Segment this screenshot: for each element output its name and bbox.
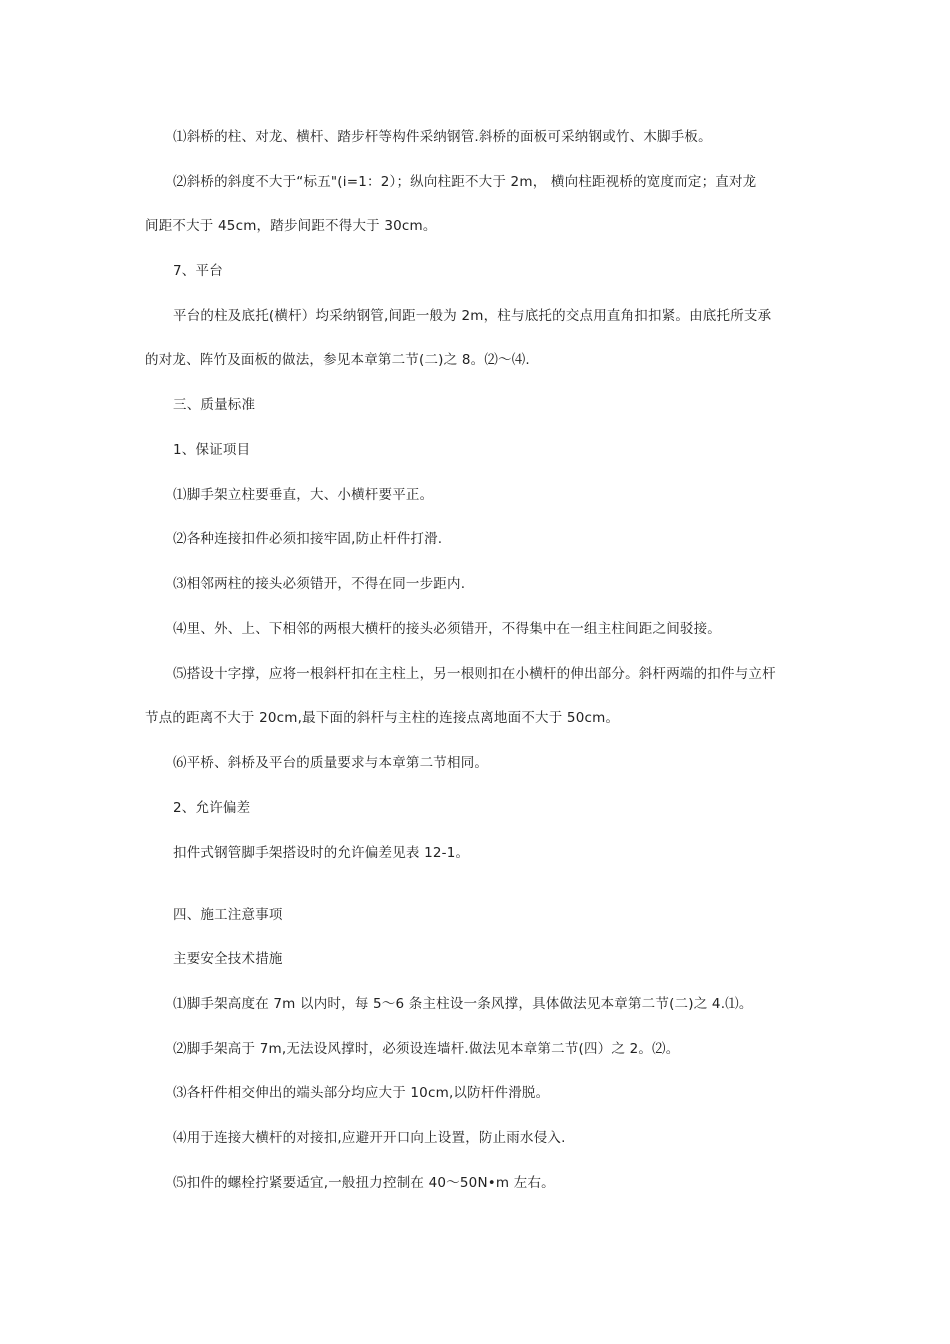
list-item-safety-1: ⑴脚手架高度在 7m 以内时，每 5～6 条主柱设一条风撑，具体做法见本章第二节(二)之 4.⑴。 (173, 996, 753, 1012)
para-bridge-components: ⑴斜桥的柱、对龙、横杆、踏步杆等构件采纳钢管.斜桥的面板可采纳钢或竹、木脚手板。 (173, 129, 712, 145)
heading-guarantee-items: 1、保证项目 (173, 442, 251, 458)
list-item-guarantee-4: ⑷里、外、上、下相邻的两根大横杆的接头必须错开，不得集中在一组主柱间距之间驳接。 (173, 621, 721, 637)
heading-platform: 7、平台 (173, 263, 223, 279)
heading-allowed-deviation: 2、允许偏差 (173, 800, 251, 816)
para-bridge-slope-cont: 间距不大于 45cm，踏步间距不得大于 30cm。 (145, 218, 437, 234)
list-item-safety-4: ⑷用于连接大横杆的对接扣,应避开开口向上设置，防止雨水侵入. (173, 1130, 566, 1146)
list-item-guarantee-3: ⑶相邻两柱的接头必须错开，不得在同一步距内. (173, 576, 466, 592)
heading-construction-notes: 四、施工注意事项 (173, 907, 283, 923)
list-item-safety-3: ⑶各杆件相交伸出的端头部分均应大于 10cm,以防杆件滑脱。 (173, 1085, 550, 1101)
list-item-guarantee-2: ⑵各种连接扣件必须扣接牢固,防止杆件打滑. (173, 531, 443, 547)
list-item-safety-2: ⑵脚手架高于 7m,无法设风撑时，必须设连墙杆.做法见本章第二节(四）之 2。⑵。 (173, 1041, 680, 1057)
list-item-guarantee-5: ⑸搭设十字撑，应将一根斜杆扣在主柱上，另一根则扣在小横杆的伸出部分。斜杆两端的扣件与立杆 (173, 666, 776, 682)
para-allowed-deviation: 扣件式钢管脚手架搭设时的允许偏差见表 12-1。 (173, 845, 470, 861)
list-item-guarantee-1: ⑴脚手架立柱要垂直，大、小横杆要平正。 (173, 487, 434, 503)
list-item-guarantee-5-cont: 节点的距离不大于 20cm,最下面的斜杆与主柱的连接点离地面不大于 50cm。 (145, 710, 620, 726)
list-item-safety-5: ⑸扣件的螺栓拧紧要适宜,一般扭力控制在 40～50N•m 左右。 (173, 1175, 555, 1191)
heading-safety-measures: 主要安全技术措施 (173, 951, 283, 967)
list-item-guarantee-6: ⑹平桥、斜桥及平台的质量要求与本章第二节相同。 (173, 755, 489, 771)
para-platform-cont: 的对龙、阵竹及面板的做法，参见本章第二节(二)之 8。⑵～⑷. (145, 352, 530, 368)
heading-quality-standard: 三、质量标准 (173, 397, 256, 413)
para-bridge-slope: ⑵斜桥的斜度不大于“标五"(i=1：2）；纵向柱距不大于 2m， 横向柱距视桥的宽度而定；直对龙 (173, 174, 757, 190)
para-platform: 平台的柱及底托(横杆）均采纳钢管,间距一般为 2m，柱与底托的交点用直角扣扣紧。由底托所支承 (173, 308, 772, 324)
